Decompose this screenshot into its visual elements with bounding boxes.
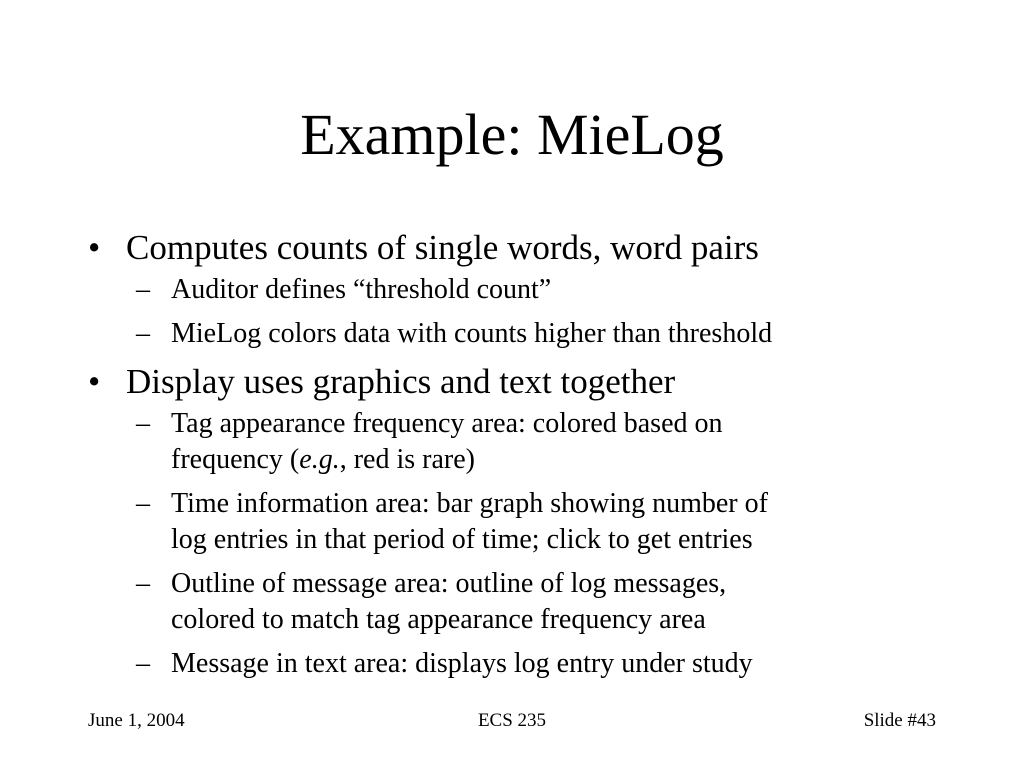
sub-bullet-text: Tag appearance frequency area: colored based on [171, 408, 723, 439]
footer-date: June 1, 2004 [88, 710, 185, 731]
italic-text: e.g. [299, 444, 340, 475]
sub-bullet-item [88, 646, 988, 682]
footer-course: ECS 235 [477, 710, 547, 731]
bullet-icon: • [88, 228, 101, 267]
bullet-item [88, 360, 988, 404]
sub-bullet-text: Time information area: bar graph showing number of [171, 488, 768, 519]
sub-bullet-text: Message in text area: displays log entry under study [171, 648, 753, 679]
sub-bullet-text: MieLog colors data with counts higher than threshold [171, 318, 773, 349]
bullet-icon: • [88, 362, 101, 401]
bullet-text: Computes counts of single words, word pairs [126, 228, 759, 267]
sub-bullet-item [88, 566, 988, 638]
text-run: , red is rare) [339, 444, 475, 475]
sub-bullet-text-continued [171, 442, 988, 478]
slide-title: Example: MieLog [300, 102, 724, 167]
sub-bullet-text-continued: log entries in that period of time; click to get entries [171, 524, 753, 555]
bullet-text: Display uses graphics and text together [126, 362, 676, 401]
sub-bullet-item [88, 272, 988, 308]
dash-icon: – [136, 568, 150, 599]
sub-bullet-text-continued: colored to match tag appearance frequency area [171, 604, 706, 635]
dash-icon: – [136, 408, 150, 439]
text-run: frequency ( [171, 444, 300, 475]
sub-bullet-text: Auditor defines “threshold count” [171, 274, 552, 305]
footer-slide-number: Slide #43 [863, 710, 936, 731]
dash-icon: – [136, 274, 150, 305]
sub-bullet-text: Outline of message area: outline of log messages, [171, 568, 727, 599]
dash-icon: – [136, 318, 150, 349]
dash-icon: – [136, 488, 150, 519]
sub-bullet-item [88, 406, 988, 478]
dash-icon: – [136, 648, 150, 679]
sub-bullet-item [88, 316, 988, 352]
sub-bullet-item [88, 486, 988, 558]
bullet-item [88, 226, 988, 270]
bullet-list [88, 226, 988, 690]
